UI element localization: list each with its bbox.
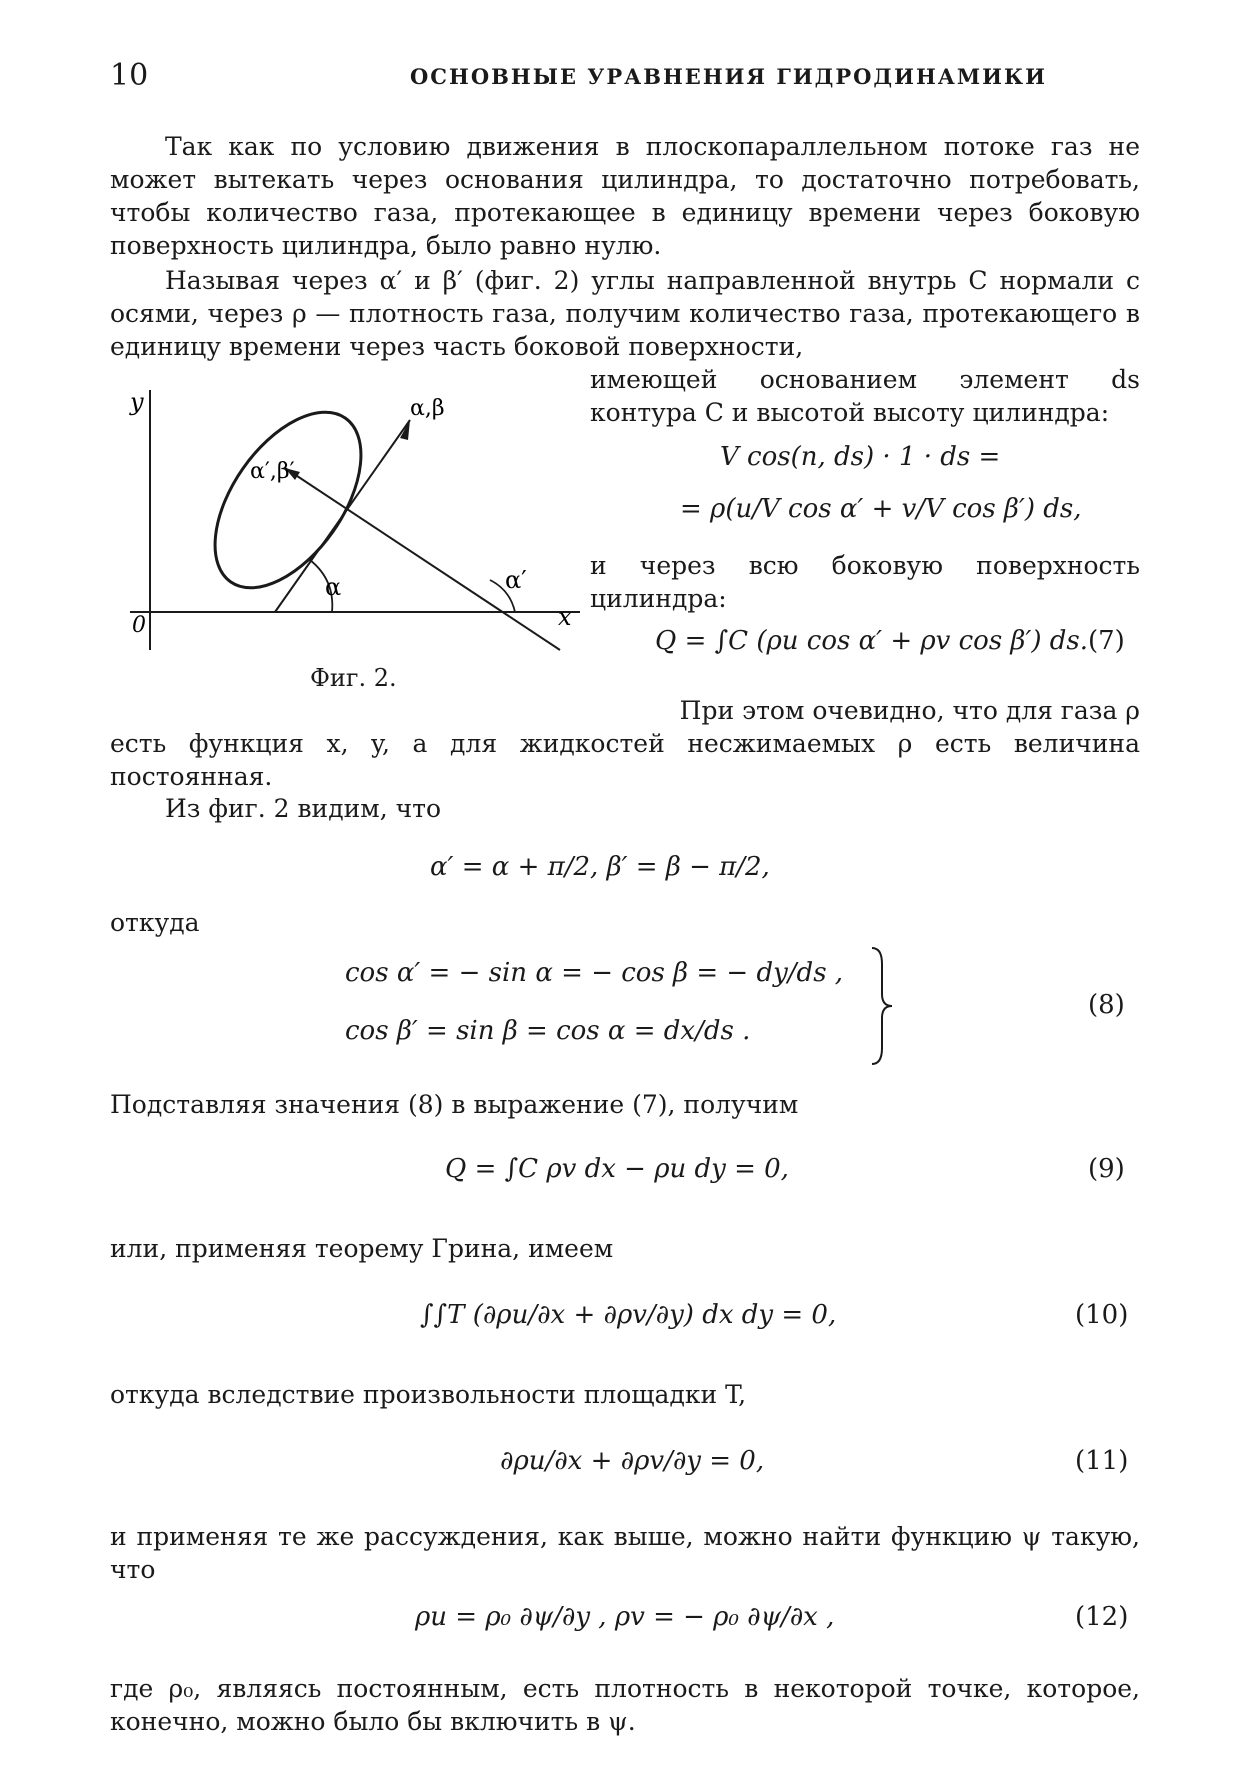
brace-8 [868, 944, 898, 1068]
alpha-prime-label: α′ [505, 566, 527, 594]
x-axis-label: x [558, 603, 572, 631]
paragraph-2: Называя через α′ и β′ (фиг. 2) углы направленной внутрь C нормали с осями, через ρ — плотность газа, получим количество газа, протекающего в единицу времени через часть боковой поверхности, [110, 266, 1140, 361]
normal-line [275, 420, 410, 612]
equation-number-8: (8) [1088, 990, 1125, 1020]
paragraph-10: откуда вследствие произвольности площадки T, [110, 1380, 747, 1409]
paragraph-5b: есть функция x, y, а для жидкостей несжимаемых ρ есть величина постоянная. [110, 729, 1140, 791]
paragraph-9: или, применяя теорему Грина, имеем [110, 1234, 614, 1263]
contour-ellipse [186, 387, 391, 614]
paragraph-3: имеющей основанием элемент ds контура C и высотой высоту цилиндра: [590, 365, 1140, 427]
alpha-label: α [325, 573, 342, 601]
page-number: 10 [110, 58, 149, 93]
equation-number-7: (7) [1088, 626, 1125, 656]
equation-number-9: (9) [1088, 1154, 1125, 1184]
formula-10: ∫∫T (∂ρu/∂x + ∂ρv/∂y) dx dy = 0, [420, 1300, 837, 1330]
normal-arrowhead [400, 420, 410, 440]
ab-label: α,β [410, 396, 445, 421]
figure-caption: Фиг. 2. [310, 664, 397, 692]
equation-number-10: (10) [1075, 1300, 1129, 1330]
paragraph-8: Подставляя значения (8) в выражение (7), получим [110, 1090, 799, 1119]
equation-number-11: (11) [1075, 1446, 1129, 1476]
formula-11: ∂ρu/∂x + ∂ρv/∂y = 0, [500, 1446, 765, 1476]
page-header [110, 58, 1140, 98]
paragraph-11: и применяя те же рассуждения, как выше, можно найти функцию ψ такую, что [110, 1522, 1140, 1584]
paragraph-1: Так как по условию движения в плоскопараллельном потоке газ не может вытекать через основания цилиндра, то достаточно потребовать, чтобы количество газа, протекающее в единицу времени через боковую поверхность цилиндра, было равно нулю. [110, 132, 1140, 260]
figure-2 [110, 380, 590, 660]
paragraph-4: и через всю боковую поверхность цилиндра: [590, 551, 1140, 613]
paragraph-12: где ρ₀, являясь постоянным, есть плотность в некоторой точке, которое, конечно, можно было бы включить в ψ. [110, 1674, 1140, 1736]
formula-9: Q = ∫C ρv dx − ρu dy = 0, [445, 1154, 789, 1184]
equation-number-12: (12) [1075, 1602, 1129, 1632]
formula-12: ρu = ρ₀ ∂ψ/∂y , ρv = − ρ₀ ∂ψ/∂x , [415, 1602, 835, 1632]
formula-8b: cos β′ = sin β = cos α = dx/ds . [345, 1016, 751, 1046]
ab-prime-label: α′,β′ [250, 459, 295, 484]
formula-8a: cos α′ = − sin α = − cos β = − dy/ds , [345, 958, 844, 988]
formula-7: Q = ∫C (ρu cos α′ + ρv cos β′) ds. [655, 626, 1089, 656]
inward-normal-line [285, 468, 560, 650]
paragraph-7: откуда [110, 908, 200, 937]
origin-label: 0 [132, 613, 146, 638]
y-axis-label: y [130, 388, 144, 416]
paragraph-5a: При этом очевидно, что для газа ρ [679, 696, 1140, 725]
formula-flux-a: V cos(n, ds) · 1 · ds = [720, 442, 1001, 472]
formula-flux-b: = ρ(u/V cos α′ + v/V cos β′) ds, [680, 494, 1082, 524]
running-title: ОСНОВНЫЕ УРАВНЕНИЯ ГИДРОДИНАМИКИ [410, 64, 1047, 89]
paragraph-6: Из фиг. 2 видим, что [165, 794, 442, 823]
formula-angles: α′ = α + π/2, β′ = β − π/2, [430, 852, 770, 882]
